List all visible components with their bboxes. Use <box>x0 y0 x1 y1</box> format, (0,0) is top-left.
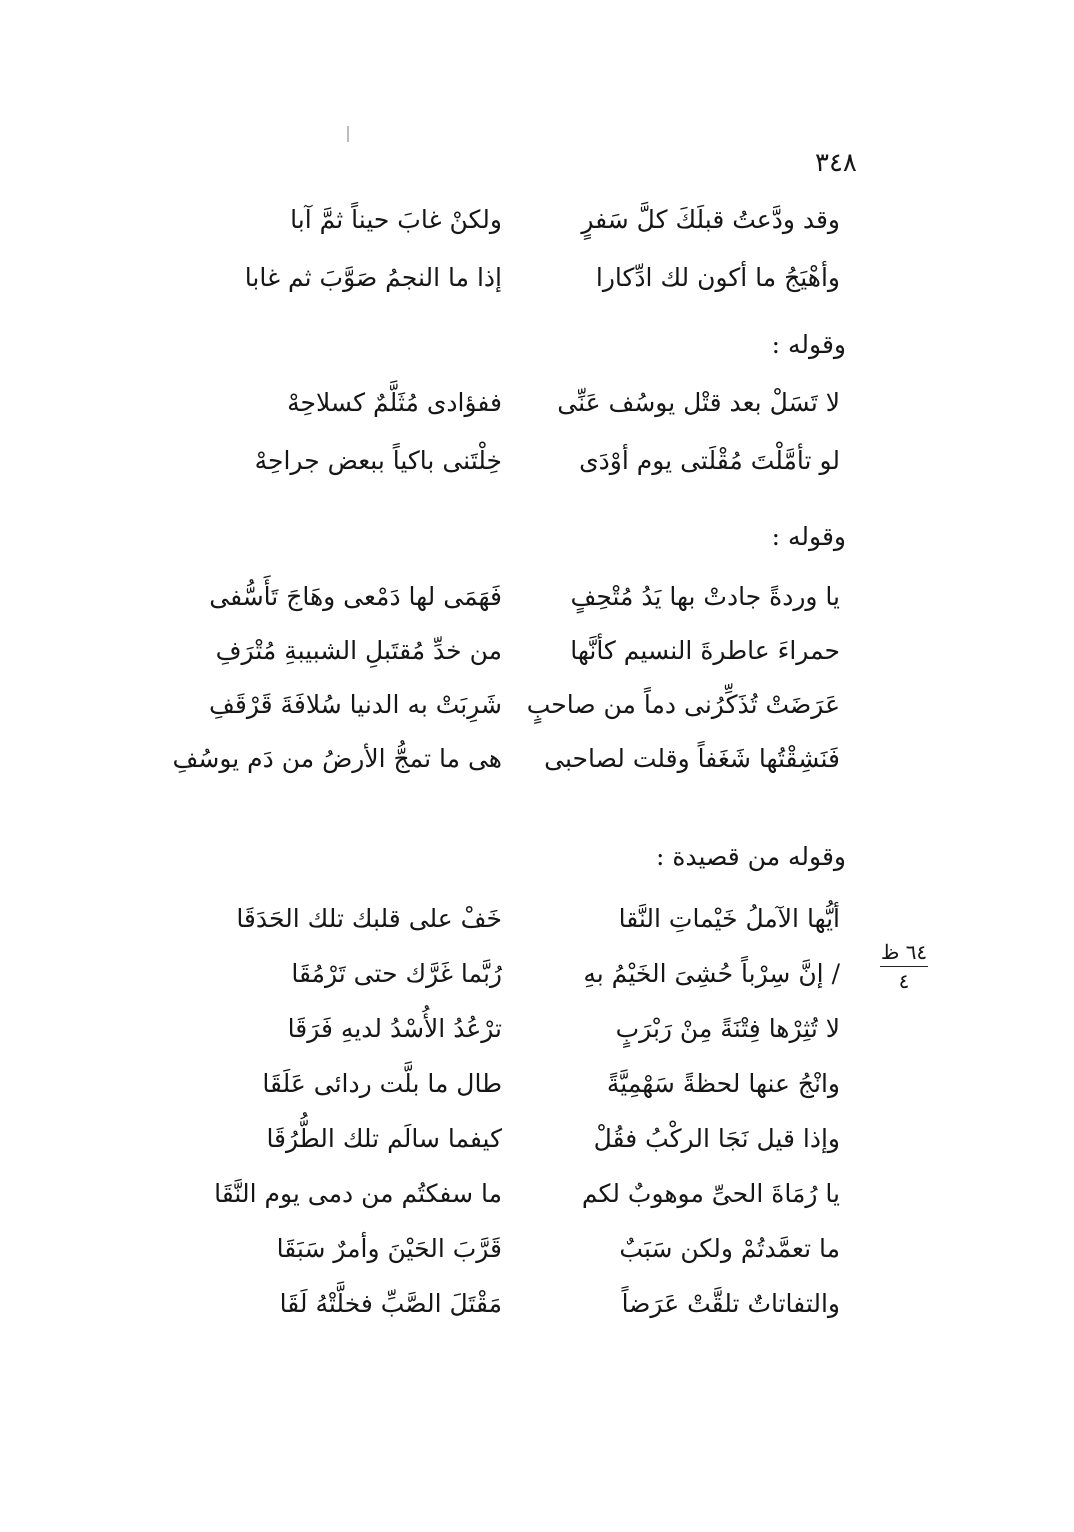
verse-first-hemistich: وقد ودَّعتُ قبلَكَ كلَّ سَفرٍ <box>581 205 840 234</box>
margin-folio-number: ٦٤ ظ <box>880 940 928 967</box>
verse-line <box>172 744 840 784</box>
verse-second-hemistich: هى ما تمجُّ الأرضُ من دَم يوسُفِ <box>172 744 502 773</box>
verse-first-hemistich: يا وردةً جادتْ بها يَدُ مُتْحِفٍ <box>570 582 840 611</box>
verse-second-hemistich: ولكنْ غابَ حيناً ثمَّ آبا <box>290 205 502 234</box>
verse-second-hemistich: ما سفكتُم من دمى يوم النَّقَا <box>214 1179 502 1208</box>
section-intro: وقوله : <box>771 330 846 359</box>
margin-folio-note <box>880 940 928 993</box>
verse-line <box>180 1179 840 1219</box>
verse-line <box>180 1069 840 1109</box>
verse-second-hemistich: شَرِبَتْ به الدنيا سُلافَةَ قَرْقَفِ <box>209 690 502 719</box>
verse-line <box>180 1234 840 1274</box>
verse-line <box>180 263 840 303</box>
margin-folio-sub: ٤ <box>898 969 910 993</box>
verse-second-hemistich: خِلْتَنى باكياً ببعض جراحِهْ <box>254 446 502 475</box>
verse-first-hemistich: حمراءَ عاطرةَ النسيم كأنَّها <box>570 636 840 665</box>
verse-second-hemistich: ففؤادى مُثَلَّمٌ كسلاحِهْ <box>287 388 502 417</box>
verse-first-hemistich: لو تأمَّلْتَ مُقْلَتى يوم أوْدَى <box>579 446 840 475</box>
scan-speck <box>347 126 349 142</box>
section-intro: وقوله : <box>771 522 846 551</box>
verse-first-hemistich: وأهْيَجُ ما أكون لك ادِّكارا <box>595 263 840 292</box>
verse-line <box>180 904 840 944</box>
verse-line <box>180 388 840 428</box>
verse-first-hemistich: يا رُمَاةَ الحىِّ موهوبٌ لكم <box>581 1179 840 1208</box>
verse-first-hemistich: فَنَشِقْتُها شَغَفاً وقلت لصاحبى <box>544 744 840 773</box>
verse-second-hemistich: كيفما سالَم تلك الطُّرُقَا <box>266 1124 502 1153</box>
verse-second-hemistich: ترْعُدُ الأُسْدُ لديهِ فَرَقَا <box>287 1014 502 1043</box>
verse-first-hemistich: لا تُثِرْها فِتْنَةً مِنْ رَبْرَبٍ <box>615 1014 840 1043</box>
page-number: ٣٤٨ <box>815 148 857 178</box>
verse-first-hemistich: وإذا قيل نَجَا الركْبُ فقُلْ <box>593 1124 840 1153</box>
verse-line <box>180 636 840 676</box>
verse-second-hemistich: طال ما بلَّت ردائى عَلَقَا <box>262 1069 502 1098</box>
section-intro: وقوله من قصيدة : <box>655 842 846 871</box>
verse-second-hemistich: قَرَّبَ الحَيْنَ وأمرٌ سَبَقَا <box>276 1234 502 1263</box>
verse-line <box>180 690 840 730</box>
verse-first-hemistich: عَرَضَتْ تُذَكِّرُنى دماً من صاحبٍ <box>526 690 840 719</box>
verse-second-hemistich: فَهَمَى لها دَمْعى وهَاجَ تَأَسُّفى <box>209 582 502 611</box>
verse-line <box>180 1014 840 1054</box>
verse-line <box>180 959 840 999</box>
verse-second-hemistich: إذا ما النجمُ صَوَّبَ ثم غابا <box>244 263 502 292</box>
verse-first-hemistich: وانْجُ عنها لحظةً سَهْمِيَّةً <box>606 1069 840 1098</box>
verse-second-hemistich: مَقْتَلَ الصَّبِّ فخلَّتْهُ لَقَا <box>279 1289 502 1318</box>
verse-line <box>180 1124 840 1164</box>
verse-second-hemistich: خَفْ على قلبك تلك الحَدَقَا <box>236 904 502 933</box>
verse-line <box>180 582 840 622</box>
verse-first-hemistich: والتفاتاتٌ تلقَّتْ عَرَضاً <box>621 1289 840 1318</box>
verse-first-hemistich: ما تعمَّدتُمْ ولكن سَبَبٌ <box>619 1234 840 1263</box>
verse-line <box>180 205 840 245</box>
verse-first-hemistich: أيُّها الآملُ خَيْماتِ النَّقا <box>618 904 840 933</box>
verse-first-hemistich: / إنَّ سِرْباً حُشِىَ الخَيْمُ بهِ <box>583 959 840 988</box>
verse-first-hemistich: لا تَسَلْ بعد قتْل يوسُف عَنِّى <box>557 388 840 417</box>
verse-line <box>180 446 840 486</box>
verse-line <box>180 1289 840 1329</box>
verse-second-hemistich: رُبَّما غَرَّك حتى تَرْمُقَا <box>291 959 502 988</box>
verse-second-hemistich: من خدِّ مُقتَبلِ الشبيبةِ مُتْرَفِ <box>215 636 502 665</box>
